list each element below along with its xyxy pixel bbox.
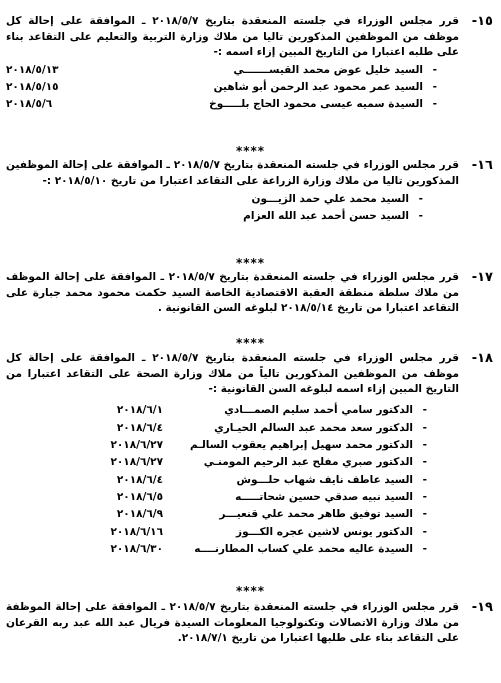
- list-item: [6, 402, 427, 419]
- bullet-dash: -: [432, 81, 437, 94]
- bullet-dash: -: [422, 542, 427, 555]
- employee-name: السيد توفيق طاهر محمد علي قنعيـــر: [219, 508, 413, 521]
- retirement-date: ٢٠١٨/٦/٥: [116, 490, 163, 503]
- employee-list: [6, 190, 423, 224]
- employee-name: السيد حسن أحمد عبد الله العزام: [243, 209, 409, 222]
- employee-name: الدكتور يونس لاشين عجره الكـــوز: [236, 525, 413, 538]
- list-item: [6, 207, 423, 224]
- list-item: [6, 62, 437, 79]
- employee-name: الدكتور صبري مفلح عبد الرحيم المومنـي: [203, 456, 413, 469]
- retirement-date: ٢٠١٨/٦/١٦: [110, 525, 163, 538]
- item-number: -١٥: [471, 14, 493, 29]
- separator-stars: ****: [235, 144, 266, 158]
- retirement-date: ٢٠١٨/٦/٤: [116, 421, 163, 434]
- decision-text: قرر مجلس الوزراء في جلسته المنعقدة بتاريخ ٢٠١٨/٥/٧ ـ الموافقة على إحالة الموظفة من ملاك وزارة الاتصالات وتكنولوجيا المعلومات السيدة فريال عبد الله عبد ربه القرعان على التقاعد بناء على طلبها اعتبارا من تاريخ ٢٠١٨/٧/١.: [6, 601, 459, 645]
- employee-name: السيد محمد علي حمد الزيـــون: [251, 192, 409, 205]
- employee-name: السيدة سميه عيسى محمود الحاج بلـــــوخ: [209, 98, 423, 111]
- retirement-date: ٢٠١٨/٦/٣٠: [110, 542, 163, 555]
- employee-name: الدكتور سامي أحمد سليم الصمـــادي: [224, 404, 413, 417]
- list-item: [6, 540, 427, 557]
- decision-item-16: [6, 158, 493, 224]
- item-number: -١٧: [471, 270, 493, 285]
- item-number: -١٦: [471, 158, 493, 173]
- retirement-date: ٢٠١٨/٥/١٥: [6, 81, 59, 94]
- decision-item-19: [6, 600, 493, 647]
- employee-name: الدكتور محمد سهيل إبراهيم يعقوب السالـم: [190, 439, 413, 452]
- separator-stars: ****: [235, 256, 266, 270]
- bullet-dash: -: [422, 456, 427, 469]
- decision-item-17: [6, 270, 493, 317]
- retirement-date: ٢٠١٨/٦/٤: [116, 473, 163, 486]
- bullet-dash: -: [432, 64, 437, 77]
- list-item: [6, 436, 427, 453]
- bullet-dash: -: [418, 209, 423, 222]
- decision-text: قرر مجلس الوزراء في جلسته المنعقدة بتاريخ ٢٠١٨/٥/٧ ـ الموافقة على إحالة الموظفين المذكورين تاليا من ملاك وزارة الزراعة على التقاعد اعتبارا من تاريخ ٢٠١٨/٥/١٠ :-: [6, 159, 460, 187]
- retirement-date: ٢٠١٨/٦/٢٧: [110, 456, 163, 469]
- item-number: -١٩: [471, 600, 493, 615]
- list-item: [6, 419, 427, 436]
- separator-stars: ****: [235, 336, 266, 350]
- employee-list: [6, 402, 427, 558]
- employee-name: السيد عاطف نايف شهاب حلـــوش: [236, 473, 413, 486]
- bullet-dash: -: [422, 421, 427, 434]
- bullet-dash: -: [432, 98, 437, 111]
- decision-text: قرر مجلس الوزراء في جلسته المنعقدة بتاريخ ٢٠١٨/٥/٧ ـ الموافقة على إحالة كل موظف من الموظفين المذكورين تالياً من ملاك وزارة الصحة على التقاعد اعتبارا من التاريخ المبين إزاء اسمه لبلوغه السن القانونية :-: [6, 352, 459, 396]
- employee-name: السيد خليل عوض محمد القيســـــــي: [233, 64, 423, 77]
- retirement-date: ٢٠١٨/٦/١: [116, 404, 163, 417]
- list-item: [6, 506, 427, 523]
- bullet-dash: -: [418, 192, 423, 205]
- bullet-dash: -: [422, 473, 427, 486]
- bullet-dash: -: [422, 525, 427, 538]
- separator-stars: ****: [235, 584, 266, 598]
- list-item: [6, 96, 437, 113]
- retirement-date: ٢٠١٨/٦/٩: [116, 508, 163, 521]
- list-item: [6, 190, 423, 207]
- bullet-dash: -: [422, 439, 427, 452]
- item-number: -١٨: [471, 351, 493, 366]
- bullet-dash: -: [422, 490, 427, 503]
- decision-item-15: [6, 14, 493, 113]
- decision-text: قرر مجلس الوزراء في جلسته المنعقدة بتاريخ ٢٠١٨/٥/٧ ـ الموافقة على إحالة الموظف من ملاك سلطة منطقة العقبة الاقتصادية الخاصة السيد حكمت محمود محمد جبارة على التقاعد اعتبارا من تاريخ ٢٠١٨/٥/١٤ لبلوغه السن القانونية .: [6, 271, 459, 315]
- decision-item-18: [6, 351, 493, 557]
- list-item: [6, 471, 427, 488]
- retirement-date: ٢٠١٨/٦/٢٧: [110, 439, 163, 452]
- employee-name: الدكتور سعد محمد عبد السالم الحيـاري: [214, 421, 413, 434]
- employee-list: [6, 62, 437, 113]
- employee-name: السيد نبيه صدقي حسين شحاتـــــه: [235, 490, 413, 503]
- list-item: [6, 488, 427, 505]
- list-item: [6, 523, 427, 540]
- list-item: [6, 454, 427, 471]
- retirement-date: ٢٠١٨/٥/١٣: [6, 64, 59, 77]
- bullet-dash: -: [422, 404, 427, 417]
- decision-text: قرر مجلس الوزراء في جلسته المنعقدة بتاريخ ٢٠١٨/٥/٧ ـ الموافقة على إحالة كل موظف من الموظفين المذكورين تاليا من ملاك وزارة التربية والتعليم على التقاعد بناء على طلبه اعتبارا من التاريخ المبين إزاء اسمه :-: [6, 15, 459, 59]
- list-item: [6, 79, 437, 96]
- employee-name: السيد عمر محمود عبد الرحمن أبو شاهين: [213, 81, 423, 94]
- bullet-dash: -: [422, 508, 427, 521]
- employee-name: السيدة عاليه محمد علي كساب المطارنــــه: [194, 542, 413, 555]
- retirement-date: ٢٠١٨/٥/٦: [6, 98, 53, 111]
